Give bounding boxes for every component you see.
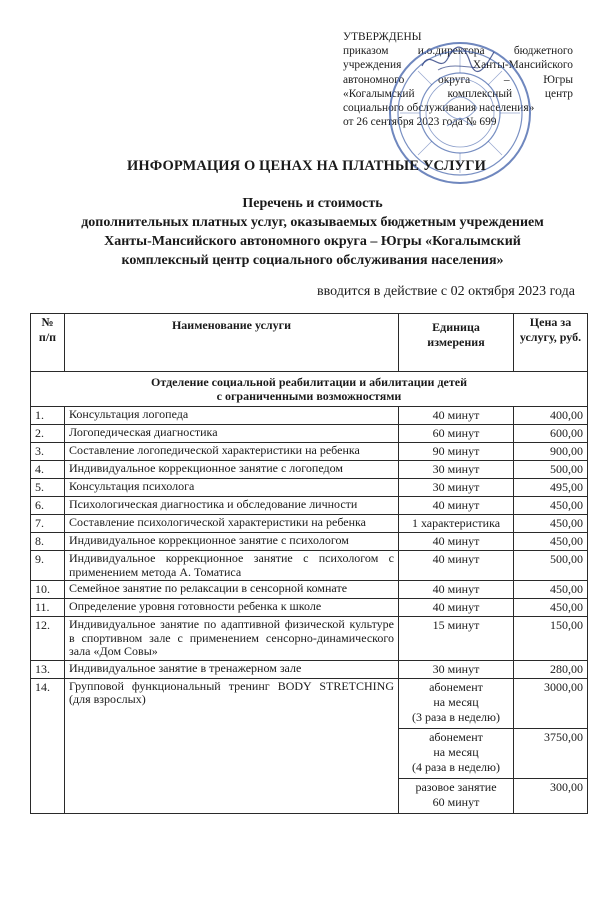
table-row (31, 515, 588, 533)
header-service-name: Наименование услуги (65, 314, 399, 372)
price-cell: 600,00 (514, 425, 588, 443)
row-number: 8. (31, 533, 65, 551)
price-cell: 300,00 (514, 778, 588, 813)
price-cell: 3000,00 (514, 678, 588, 728)
unit-line: абонемент (429, 679, 483, 694)
row-number: 7. (31, 515, 65, 533)
unit-cell: 90 минут (399, 443, 514, 461)
price-cell: 280,00 (514, 660, 588, 678)
price-cell: 450,00 (514, 581, 588, 599)
unit-cell: 40 минут (399, 551, 514, 581)
approval-line: социального обслуживания населения» (343, 102, 535, 115)
subtitle-line: Ханты-Мансийского автономного округа – Югры «Когалымский (104, 234, 521, 249)
price-cell: 400,00 (514, 407, 588, 425)
row-number: 2. (31, 425, 65, 443)
price-cell: 900,00 (514, 443, 588, 461)
price-cell: 150,00 (514, 617, 588, 661)
row-number: 9. (31, 551, 65, 581)
table-row (31, 533, 588, 551)
unit-cell: 1 характеристика (399, 515, 514, 533)
row-number: 1. (31, 407, 65, 425)
row-number: 5. (31, 479, 65, 497)
unit-line: на месяц (433, 694, 479, 709)
section-title (31, 372, 588, 407)
service-name: Консультация логопеда (65, 407, 399, 425)
unit-cell: 60 минут (399, 425, 514, 443)
service-name: Логопедическая диагностика (65, 425, 399, 443)
subtitle-line: дополнительных платных услуг, оказываемых бюджетным учреждением (81, 215, 544, 230)
document-subtitle (30, 194, 595, 270)
unit-line: (3 раза в неделю) (411, 709, 501, 724)
service-name: Индивидуальное занятие в тренажерном зале (65, 660, 399, 678)
table-row (31, 678, 588, 728)
row-number: 3. (31, 443, 65, 461)
price-cell: 450,00 (514, 599, 588, 617)
section-row (31, 372, 588, 407)
approval-line: учреждения Ханты-Мансийского (343, 59, 573, 72)
table-row (31, 497, 588, 515)
unit-cell: 30 минут (399, 461, 514, 479)
unit-cell: 40 минут (399, 497, 514, 515)
unit-cell: 40 минут (399, 407, 514, 425)
table-row (31, 660, 588, 678)
service-name: Индивидуальное коррекционное занятие с психологом с применением метода А. Томатиса (65, 551, 399, 581)
unit-cell: 40 минут (399, 599, 514, 617)
table-header-row (31, 314, 588, 372)
section-line: Отделение социальной реабилитации и абилитации детей (151, 375, 467, 389)
table-row (31, 617, 588, 661)
service-name: Индивидуальное коррекционное занятие с психологом (65, 533, 399, 551)
subtitle-line: комплексный центр социального обслуживания населения» (121, 253, 504, 268)
row-number: 4. (31, 461, 65, 479)
unit-cell (399, 678, 514, 728)
service-name: Определение уровня готовности ребенка к школе (65, 599, 399, 617)
signature-scribble (418, 40, 498, 80)
table-row (31, 581, 588, 599)
service-name: Составление психологической характеристики на ребенка (65, 515, 399, 533)
table-row (31, 599, 588, 617)
service-name: Консультация психолога (65, 479, 399, 497)
price-cell: 450,00 (514, 533, 588, 551)
table-row (31, 425, 588, 443)
approval-line: от 26 сентября 2023 года № 699 (343, 116, 497, 129)
row-number: 10. (31, 581, 65, 599)
price-cell: 500,00 (514, 551, 588, 581)
price-cell: 3750,00 (514, 728, 588, 778)
unit-line: (4 раза в неделю) (411, 759, 501, 774)
effective-date: вводится в действие с 02 октября 2023 года (317, 284, 575, 299)
unit-cell: 40 минут (399, 533, 514, 551)
unit-cell (399, 778, 514, 813)
table-row (31, 443, 588, 461)
row-number: 14. (31, 678, 65, 813)
service-name: Индивидуальное занятие по адаптивной физической культуре в спортивном зале с применением сенсорно-динамического зала «Дом Совы» (65, 617, 399, 661)
unit-line: на месяц (433, 744, 479, 759)
row-number: 12. (31, 617, 65, 661)
subtitle-line: Перечень и стоимость (242, 196, 383, 211)
unit-line: разовое занятие (415, 779, 497, 794)
price-table (30, 313, 588, 814)
header-price: Цена за услугу, руб. (514, 314, 588, 372)
price-cell: 500,00 (514, 461, 588, 479)
service-name: Индивидуальное коррекционное занятие с логопедом (65, 461, 399, 479)
table-row (31, 479, 588, 497)
approval-line: УТВЕРЖДЕНЫ (343, 31, 422, 43)
price-cell: 450,00 (514, 497, 588, 515)
service-name: Семейное занятие по релаксации в сенсорной комнате (65, 581, 399, 599)
page-title: ИНФОРМАЦИЯ О ЦЕНАХ НА ПЛАТНЫЕ УСЛУГИ (127, 158, 486, 174)
table-row (31, 461, 588, 479)
approval-line: автономного округа – Югры (343, 73, 573, 86)
row-number: 6. (31, 497, 65, 515)
service-name: Психологическая диагностика и обследование личности (65, 497, 399, 515)
unit-cell: 15 минут (399, 617, 514, 661)
header-number: № п/п (31, 314, 65, 372)
unit-cell: 40 минут (399, 581, 514, 599)
unit-line: абонемент (429, 729, 483, 744)
section-line: с ограниченными возможностями (216, 389, 402, 403)
service-name: Групповой функциональный тренинг BODY STRETCHING (для взрослых) (65, 678, 399, 813)
price-cell: 495,00 (514, 479, 588, 497)
unit-cell: 30 минут (399, 660, 514, 678)
row-number: 11. (31, 599, 65, 617)
header-unit: Единица измерения (399, 314, 514, 372)
unit-cell (399, 728, 514, 778)
table-row (31, 407, 588, 425)
unit-line: 60 минут (432, 794, 480, 809)
row-number: 13. (31, 660, 65, 678)
unit-cell: 30 минут (399, 479, 514, 497)
service-name: Составление логопедической характеристики на ребенка (65, 443, 399, 461)
approval-line: «Когалымский комплексный центр (343, 87, 573, 100)
table-row (31, 551, 588, 581)
approval-line: приказом и.о.директора бюджетного (343, 45, 573, 58)
price-cell: 450,00 (514, 515, 588, 533)
